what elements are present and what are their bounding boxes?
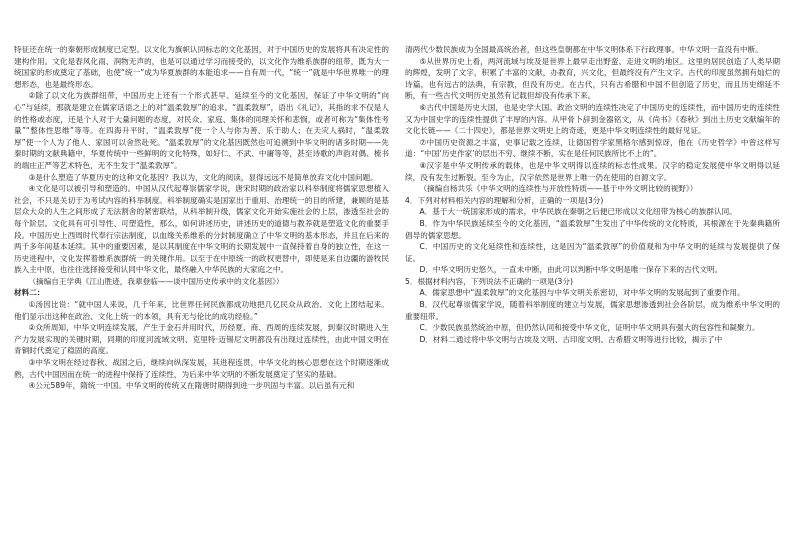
answer-option: D．中华文明历史悠久，一直未中断，由此可以判断中华文明是唯一保存下来的古代文明。 bbox=[419, 265, 723, 275]
paragraph: ⑤从世界历史上看，两河流域与埃及是世界上最早走出野蛮、走进文明的地区。这里的居民创造了人类早期的辉煌，发明了文字，积累了丰富的文献，办教育，兴文化，但最终没有产生文字。古代的印度虽然拥有灿烂的诗篇，也有远古的法典，有宗教，但没有历史。在古代，只有古希腊和中国不但创造了历史，而且历史绵延不断，有一些古代文明历史虽然有记载但却没有传承下来。 bbox=[405, 56, 780, 101]
material-heading: 材料二： bbox=[14, 288, 45, 298]
paragraph: ⑧汉字是中华文明传承的载体，也是中华文明得以连续的标志性成果。汉字的稳定发展使中华文明得以延续，没有发生过断裂。至今为止，汉字依然是世界上唯一仍在使用的自源文字。 bbox=[405, 160, 780, 182]
answer-option: A．儒家思想中“温柔敦厚”的文化基因与中华文明关系密切，对中华文明的发展起到了重要作用。 bbox=[419, 288, 745, 298]
answer-option: C．少数民族虽然统治中原，但仍然认同和接受中华文化，证明中华文明具有强大的包容性和凝聚力。 bbox=[419, 323, 760, 333]
question-stem: 4．下列对材料相关内容的理解和分析，正确的一项是(3分) bbox=[405, 195, 604, 205]
answer-option: A．基于大一统国家形成的需求，中华民族在秦朝之后便已形成以文化纽带为核心的族群认同。 bbox=[419, 207, 737, 217]
source-citation: （摘编自王学典《江山胜迹，我辈登临——谈中国历史传承中的文化基因》） bbox=[28, 276, 284, 286]
paragraph: ①汤因比说：“就中国人来说，几千年来，比世界任何民族都成功地把几亿民众从政治、文化上团结起来。他们显示出这种在政治、文化上统一的本领，具有无与伦比的成功经验。” bbox=[14, 300, 389, 321]
paragraph: ④文化是可以被引导和塑造的。中国从汉代起尊崇儒家学说，唐宋时期的政治家以科举制度将儒家思想植入社会，不只是关切于为考试内容的科举制度。科举制度确实是国家出于重用、治理统一的目的所建，兼顾的是基层众大众的人生之间形成了无法割舍的紧密联结，从科举制升级，儒家文化开始实施社会的上层，渗透至社会的每个阶层。文化具有可引导性、可塑造性，那么，如何讲述历史，讲述历史的道德与教养就是塑造文化的重要手段。中国历史上西周时代奉行宗法制度，以血缘关系维系的分封制度确立了中华文明的基本形态，并且在后来的两千多年间基本延续。其中的重要因素，是以其制度在中华文明的长期发展中一直保持着自身的独立性，在这一历史进程中，文化发挥着维系族群统一的关键作用。以至于在中原统一的政权更替中，即使是来自边疆的游牧民族入主中原，也往往选择接受和认同中华文化，最终融入中华民族的大家庭之中。 bbox=[14, 184, 389, 275]
question-stem: 5．根据材料内容，下列说法不正确的一项是(3分) bbox=[405, 276, 573, 286]
answer-option: C．中国历史的文化延续性和连续性，这是因为“温柔敦厚”的价值观和为中华文明的延续与发展提供了保证。 bbox=[405, 242, 780, 263]
source-citation: （摘编自杨共乐《中华文明的连续性与开放性特质——基于中外文明比较的视野》） bbox=[419, 184, 698, 194]
left-column bbox=[14, 44, 389, 544]
answer-option: B．作为中华民族延续至今的文化基因，“温柔敦厚”生发出了中华传统的文化特质，其根源在于先秦典籍所倡导的儒家思想。 bbox=[405, 218, 780, 240]
answer-option: D．材料二通过将中华文明与古埃及文明、古印度文明、古希腊文明等进行比较，揭示了中 bbox=[419, 334, 723, 344]
paragraph: ②除了以文化为族群纽带，中国历史上还有一个形式甚早、延续至今的文化基因，保证了中华文明的“向心”与延续，那就是建立在儒家话语之上的对“温柔敦厚”的追求。“温柔敦厚”，语出《礼记》，其指的求不仅是人的性格或态度，还是个人对于大量问题的态度，对民众、家庭、集体的同理关怀和悲悯，或者可称为“集体性考量”“整体性思维”等等。在四海升平时，“温柔敦厚”使一个人与你为善、乐于助人；在天灾人祸时，“温柔敦厚”使一个人为了他人、家国可以舍然赴死。“温柔敦厚”的文化基因既然也可追溯到中华文明的诸多时期——先秦时期的文献典籍中，华夏传统中一些鲜明的文化特殊，如好仁、不武、中庸等等，甚至诗歌的声韵对偶、梳书的端庄正严等艺术特色，无不生发于“温柔敦厚”。 bbox=[14, 91, 389, 170]
paragraph: ⑦中国历史资源之丰富，史事记载之连续，让德国哲学家黑格尔感到惊讶，他在《历史哲学》中曾这样写道：“中国‘历史作家’的层出不穷、继续不断，实在是任何民族所比不上的”。 bbox=[405, 137, 780, 159]
paragraph: ③是什么塑造了华夏历史的这种文化基因？我以为，文化的阅读，显得远远不是简单放弃文化中国问题。 bbox=[28, 172, 378, 182]
right-column bbox=[405, 44, 780, 544]
paragraph: 清两代少数民族成为全国最高统治者，但这些皇朝都在中华文明体系下行政理事。中华文明一直没有中断。 bbox=[405, 45, 763, 54]
paragraph: ⑥古代中国是历史大国，也是史学大国。政治文明的连续性决定了中国历史的连续性，而中国历史的连续性又为中国史学的连续性提供了丰厚的内容。从甲骨卜辞到金器铭文，从《尚书》《春秋》到出土历史文献编年的文化长链——《二十四史》，都是世界文明史上的奇迹，更是中华文明连续性的最好见证。 bbox=[405, 102, 780, 136]
paragraph: ④公元589年，隋统一中国。中华文明的传统又在隋唐时期得到进一步巩固与丰富。以后虽有元和 bbox=[28, 381, 355, 391]
paragraph: ②众所周知，中华文明连续发展，产生于金石并用时代，历经夏、商、西周的连续发展，到秦汉时期进入生产力发展实现的关键时期，同期的印度河流域文明、克里特·迈锡尼文明都没有出现过连续性，由此中国文明在青铜时代奠定了稳固的高度。 bbox=[14, 323, 389, 356]
paragraph: ③中华文明在经过春秋、战国之后，继续向纵深发展，其进程连贯，中华文化的核心思想在这个时期逐渐成熟，古代中国因而在统一的进程中保持了连续性，为后来中华文明的不断发展奠定了坚实的基础。 bbox=[14, 358, 389, 379]
paragraph: 特征还在统一的秦朝形成制度已定型。以文化为旗帜认同标志的文化基因，对于中国历史的发展将具有决定性的建构作用。文化是春风化雨、润物无声的，也是可以通过学习而接受的，以文化作为维系族群的纽带，既为大一统国家的形成奠定了基础，也使“统一”成为华夏族群的本能追求——自有周一代，“统一”就是中华世界唯一的理想形态，也是最终形态。 bbox=[14, 45, 389, 89]
answer-option: B．汉代起尊崇儒家学说，随着科举制度的建立与发展，儒家思想渗透到社会各阶层，成为维系中华文明的重要纽带。 bbox=[405, 300, 780, 321]
